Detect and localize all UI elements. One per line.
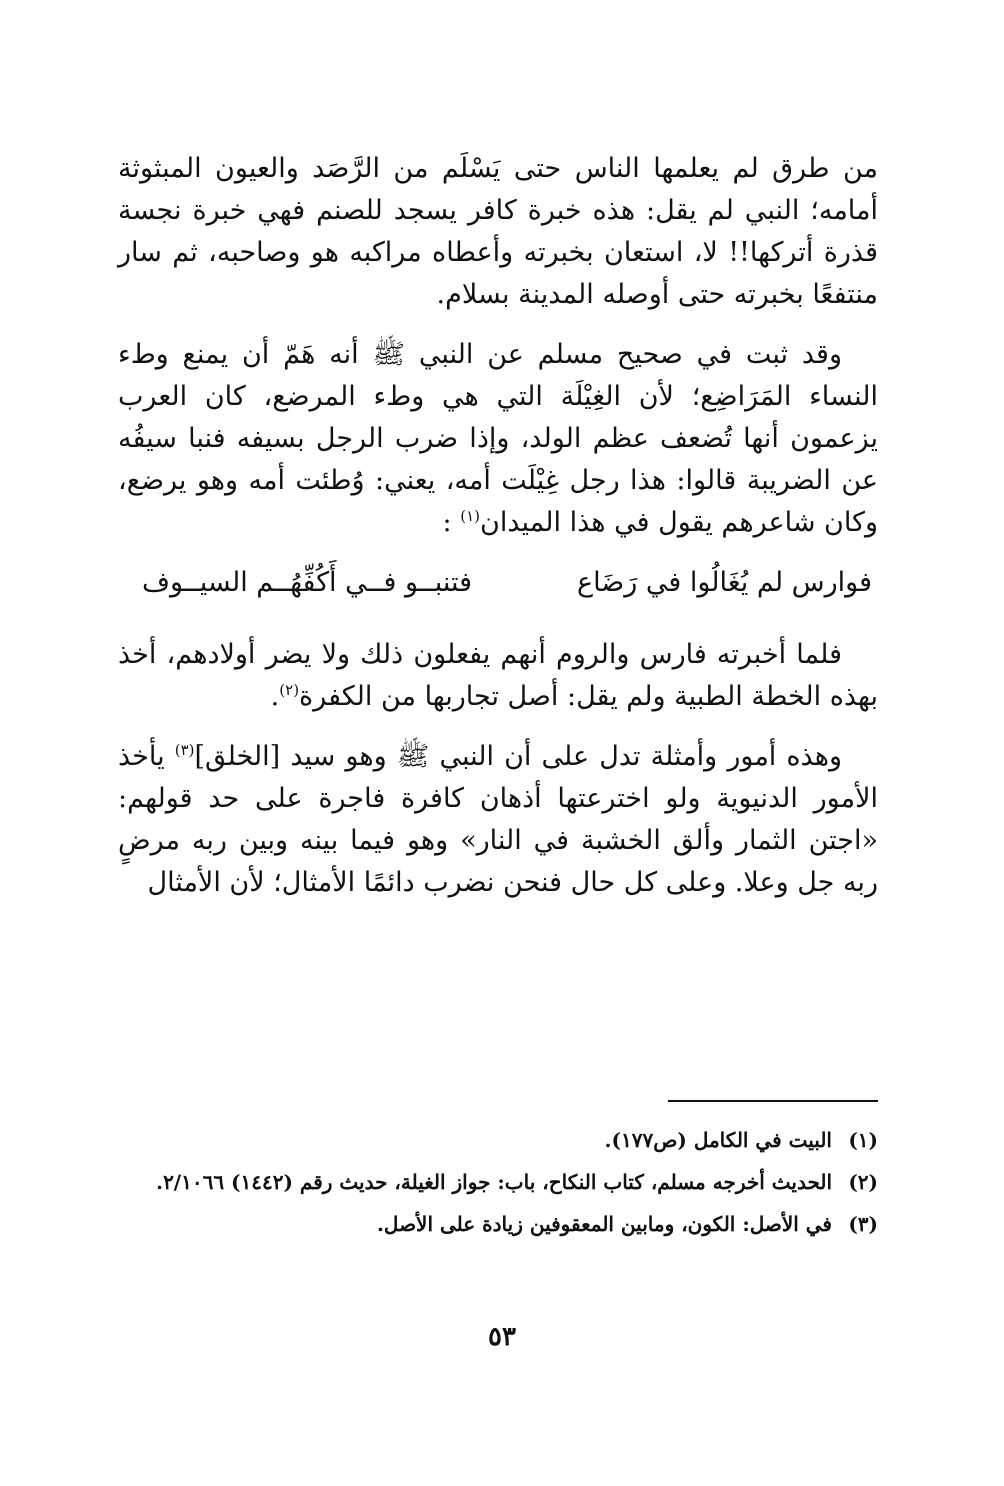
footnote-1-text: البيت في الكامل (ص١٧٧).: [604, 1128, 832, 1152]
footnote-marker-2[interactable]: (٢): [279, 681, 300, 699]
footnote-marker-1[interactable]: (١): [460, 507, 481, 525]
footnote-2: [118, 1164, 878, 1200]
footnote-2-number: (٢): [848, 1170, 878, 1194]
footnote-1-number: (١): [848, 1128, 878, 1152]
paragraph-4-tail: يأخذ الأمور الدنيوية ولو اخترعتها أذهان كافرة فاجرة على حد قولهم: «اجتن الثمار وألق الخشبة في النار» وهو فيما بينه وبين ربه مرضٍ ربه جل وعلا. وعلى كل حال فنحن نضرب دائمًا الأمثال؛ لأن الأمثال: [118, 741, 878, 898]
paragraph-2-tail: :: [442, 507, 452, 538]
paragraph-3-tail: .: [270, 681, 280, 712]
main-text: [118, 148, 878, 922]
paragraph-1-text: من طرق لم يعلمها الناس حتى يَسْلَم من الرَّصَد والعيون المبثوثة أمامه؛ النبي لم يقل: هذه خبرة كافر يسجد للصنم فهي خبرة نجسة قذرة أتركها!! لا، استعان بخبرته وأعطاه مراكبه هو وصاحبه، ثم سار منتفعًا بخبرته حتى أوصله المدينة بسلام.: [118, 153, 878, 310]
paragraph-2: [118, 334, 878, 544]
footnote-marker-3[interactable]: (٣): [174, 741, 195, 759]
footnote-3: [118, 1206, 878, 1242]
paragraph-3: [118, 634, 878, 718]
paragraph-4-text: وهذه أمور وأمثلة تدل على أن النبي ﷺ وهو سيد [الخلق]: [194, 741, 842, 772]
poem-second-hemistich: فتنبــو فــي أَكُفِّهُــم السيــوف: [142, 567, 473, 598]
poetry-verse: [118, 562, 878, 604]
paragraph-1: [118, 148, 878, 316]
paragraph-2-text: وقد ثبت في صحيح مسلم عن النبي ﷺ أنه هَمّ أن يمنع وطء النساء المَرَاضِع؛ لأن الغِيْلَة التي هي وطء المرضع، كان العرب يزعمون أنها تُضعف عظم الولد، وإذا ضرب الرجل بسيفه فنبا سيفُه عن الضريبة قالوا: هذا رجل غِيْلَت أمه، يعني: وُطئت أمه وهو يرضع، وكان شاعرهم يقول في هذا الميدان: [118, 339, 878, 538]
footnote-3-number: (٣): [848, 1212, 878, 1236]
poem-first-hemistich: فوارس لم يُغَالُوا في رَضَاع: [576, 567, 872, 598]
footnote-1: [118, 1122, 878, 1158]
paragraph-3-text: فلما أخبرته فارس والروم أنهم يفعلون ذلك ولا يضر أولادهم، أخذ بهذه الخطة الطبية ولم يقل: أصل تجاربها من الكفرة: [118, 639, 878, 712]
footnote-2-text: الحديث أخرجه مسلم، كتاب النكاح، باب: جواز الغيلة، حديث رقم (١٤٤٢) ٢/١٠٦٦.: [156, 1170, 832, 1194]
page-number: ٥٣: [488, 1322, 516, 1352]
paragraph-4: [118, 736, 878, 904]
footnote-3-text: في الأصل: الكون، ومابين المعقوفين زيادة على الأصل.: [376, 1212, 832, 1236]
footnote-separator-area: [118, 1100, 878, 1102]
footnote-separator: [668, 1100, 878, 1102]
footnotes: [118, 1122, 878, 1248]
